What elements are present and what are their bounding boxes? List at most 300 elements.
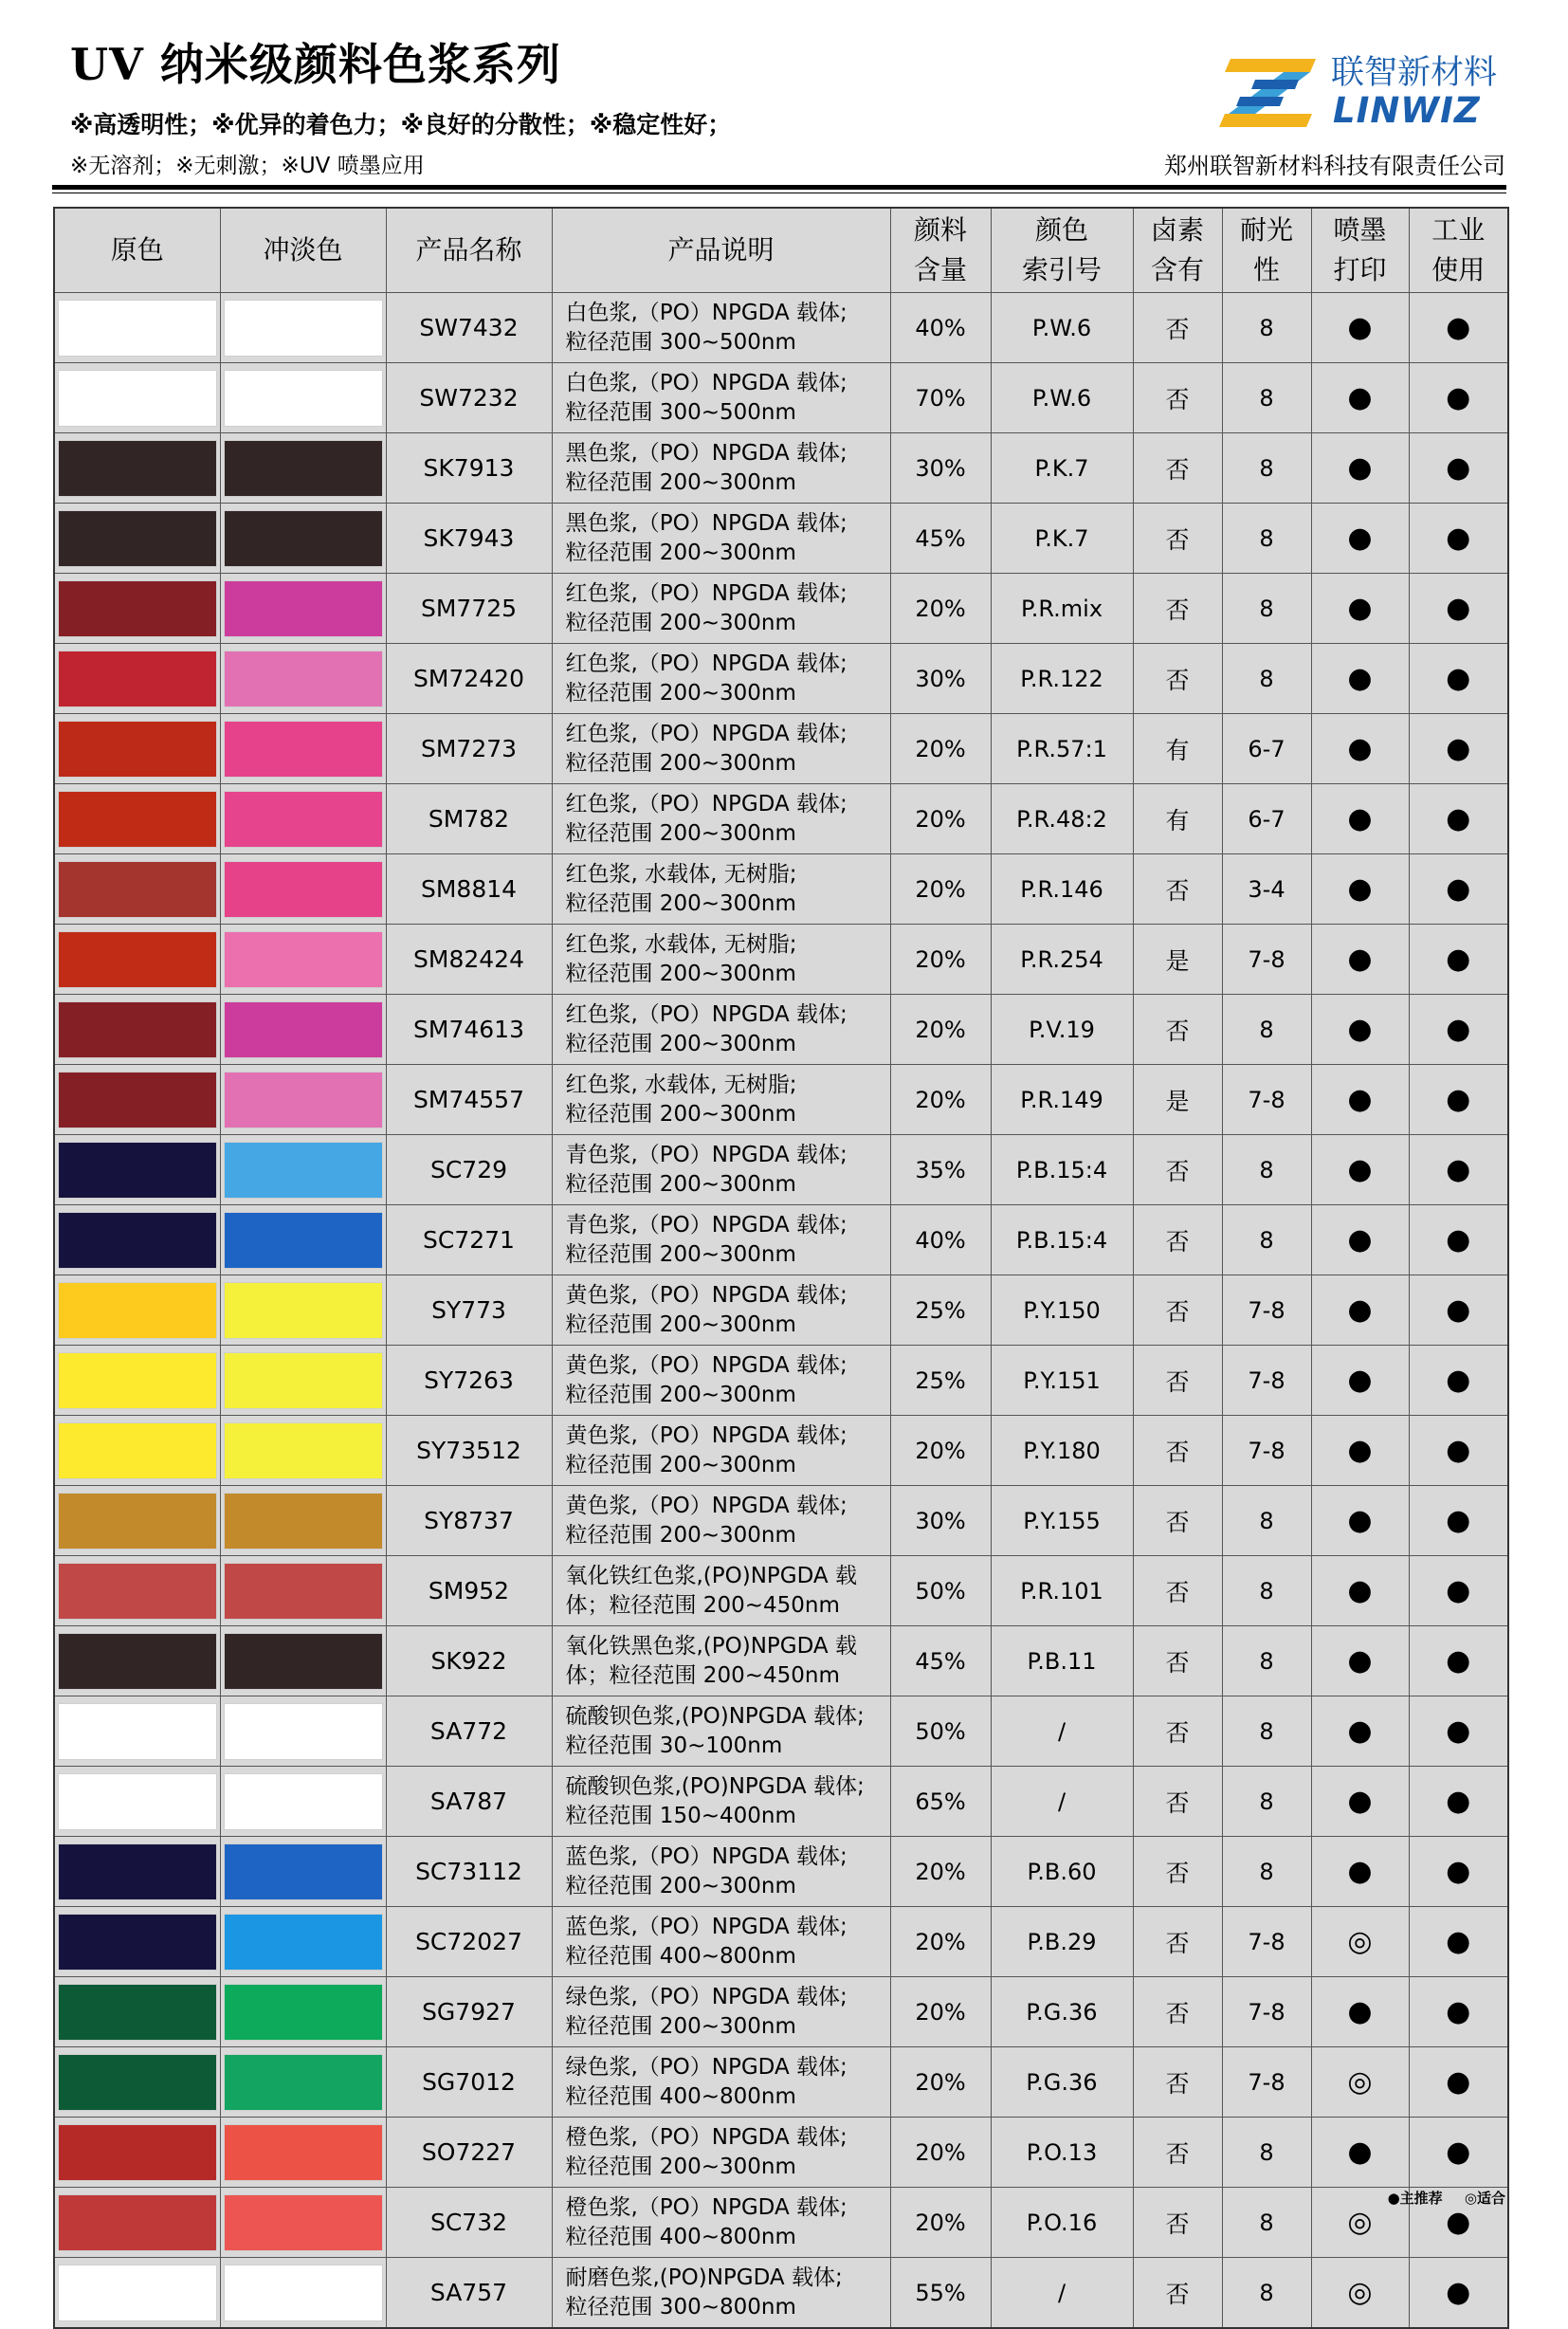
tint-swatch (224, 1703, 383, 1760)
pigment-content: 20% (890, 2047, 991, 2118)
tint-swatch-cell (220, 1907, 386, 1977)
mass-tone-swatch (58, 2054, 217, 2111)
tint-swatch-cell (220, 2047, 386, 2118)
tint-swatch-cell (220, 995, 386, 1065)
description-line: 体；粒径范围 200~450nm (565, 1662, 840, 1688)
description-line: 粒径范围 200~300nm (565, 750, 796, 776)
description-line: 红色浆,（PO）NPGDA 载体; (565, 651, 848, 676)
pigment-content: 20% (890, 2188, 991, 2258)
table-row (54, 2118, 1508, 2188)
product-name: SY7263 (386, 1346, 552, 1416)
features-line-1: ※高透明性；※优异的着色力；※良好的分散性；※稳定性好； (70, 111, 732, 138)
description-line: 粒径范围 200~300nm (565, 1873, 796, 1898)
pigment-content: 50% (890, 1696, 991, 1767)
industrial-suitability: ● (1409, 1907, 1508, 1977)
header-color-index-text: 索引号 (1021, 254, 1102, 285)
product-name: SY73512 (386, 1416, 552, 1486)
tint-swatch-cell (220, 293, 386, 363)
description-line: 橙色浆,（PO）NPGDA 载体; (565, 2124, 848, 2150)
lightfastness: 6-7 (1222, 784, 1311, 854)
product-description (552, 1135, 890, 1205)
lightfastness: 7-8 (1222, 1977, 1311, 2047)
description-line: 粒径范围 200~300nm (565, 2154, 796, 2179)
tint-swatch (224, 1493, 383, 1550)
tint-swatch-cell (220, 1275, 386, 1346)
inkjet-suitability: ● (1311, 1767, 1409, 1837)
halogen-flag: 是 (1133, 1065, 1222, 1135)
tint-swatch (224, 2124, 383, 2181)
product-description (552, 504, 890, 574)
mass-tone-swatch-cell (54, 1135, 220, 1205)
description-line: 硫酸钡色浆,(PO)NPGDA 载体; (565, 1703, 865, 1729)
product-description (552, 293, 890, 363)
tint-swatch-cell (220, 1065, 386, 1135)
description-line: 硫酸钡色浆,(PO)NPGDA 载体; (565, 1773, 865, 1799)
table-row (54, 714, 1508, 784)
halogen-flag: 否 (1133, 1767, 1222, 1837)
color-index: P.Y.155 (991, 1486, 1133, 1556)
mass-tone-swatch (58, 440, 217, 497)
table-row (54, 1486, 1508, 1556)
tint-swatch (224, 1773, 383, 1830)
pigment-content: 45% (890, 1626, 991, 1696)
mass-tone-swatch-cell (54, 504, 220, 574)
mass-tone-swatch-cell (54, 2188, 220, 2258)
color-index: P.Y.180 (991, 1416, 1133, 1486)
tint-swatch-cell (220, 1767, 386, 1837)
tint-swatch (224, 931, 383, 988)
mass-tone-swatch-cell (54, 1486, 220, 1556)
halogen-flag: 否 (1133, 2047, 1222, 2118)
tint-swatch-cell (220, 1346, 386, 1416)
description-line: 青色浆,（PO）NPGDA 载体; (565, 1142, 848, 1167)
industrial-suitability: ● (1409, 1135, 1508, 1205)
company-name: 郑州联智新材料科技有限责任公司 (1164, 153, 1505, 179)
inkjet-suitability: ● (1311, 1275, 1409, 1346)
inkjet-suitability: ● (1311, 995, 1409, 1065)
color-index: P.R.48:2 (991, 784, 1133, 854)
pigment-content: 20% (890, 1977, 991, 2047)
pigment-content: 50% (890, 1556, 991, 1626)
color-index: P.R.149 (991, 1065, 1133, 1135)
color-index: P.R.122 (991, 644, 1133, 714)
industrial-suitability: ● (1409, 2258, 1508, 2329)
mass-tone-swatch-cell (54, 574, 220, 644)
header-inkjet-text: 喷墨 (1333, 214, 1387, 246)
mass-tone-swatch-cell (54, 644, 220, 714)
header-inkjet (1311, 208, 1409, 293)
tint-swatch-cell (220, 433, 386, 504)
pigment-content: 40% (890, 293, 991, 363)
description-line: 粒径范围 200~300nm (565, 1452, 796, 1477)
table-row (54, 2047, 1508, 2118)
logo-chinese-text: 联智新材料 (1331, 54, 1498, 92)
halogen-flag: 否 (1133, 1346, 1222, 1416)
tint-swatch-cell (220, 363, 386, 433)
color-index: P.O.13 (991, 2118, 1133, 2188)
inkjet-suitability: ◎ (1311, 2188, 1409, 2258)
description-line: 黄色浆,（PO）NPGDA 载体; (565, 1352, 848, 1378)
lightfastness: 8 (1222, 293, 1311, 363)
header-inkjet-text: 打印 (1333, 254, 1387, 285)
lightfastness: 8 (1222, 1205, 1311, 1275)
legend-main-recommend: ●主推荐 (1387, 2190, 1443, 2207)
industrial-suitability: ● (1409, 784, 1508, 854)
lightfastness: 6-7 (1222, 714, 1311, 784)
inkjet-suitability: ● (1311, 504, 1409, 574)
inkjet-suitability: ● (1311, 925, 1409, 995)
tint-swatch-cell (220, 925, 386, 995)
table-row (54, 363, 1508, 433)
table-row (54, 1556, 1508, 1626)
header-mass-tone (54, 208, 220, 293)
mass-tone-swatch (58, 510, 217, 567)
pigment-content: 20% (890, 1416, 991, 1486)
table-row (54, 995, 1508, 1065)
description-line: 粒径范围 400~800nm (565, 2224, 796, 2249)
color-index: / (991, 1696, 1133, 1767)
color-index: P.R.146 (991, 854, 1133, 925)
tint-swatch-cell (220, 2188, 386, 2258)
inkjet-suitability: ● (1311, 574, 1409, 644)
table-row (54, 293, 1508, 363)
halogen-flag: 否 (1133, 1696, 1222, 1767)
header-pigment-content (890, 208, 991, 293)
product-description (552, 925, 890, 995)
product-name: SC72027 (386, 1907, 552, 1977)
table-row (54, 925, 1508, 995)
description-line: 粒径范围 200~300nm (565, 2013, 796, 2039)
mass-tone-swatch-cell (54, 854, 220, 925)
header-halogen-text: 卤素 (1150, 214, 1204, 246)
description-line: 粒径范围 200~300nm (565, 1031, 796, 1056)
tint-swatch-cell (220, 2118, 386, 2188)
mass-tone-swatch (58, 2194, 217, 2251)
product-name: SM82424 (386, 925, 552, 995)
product-name: SM7273 (386, 714, 552, 784)
description-line: 蓝色浆,（PO）NPGDA 载体; (565, 1843, 848, 1869)
tint-swatch (224, 2054, 383, 2111)
color-index: P.B.29 (991, 1907, 1133, 1977)
inkjet-suitability: ● (1311, 1977, 1409, 2047)
lightfastness: 8 (1222, 995, 1311, 1065)
mass-tone-swatch (58, 300, 217, 357)
table-row (54, 574, 1508, 644)
mass-tone-swatch (58, 791, 217, 848)
color-index: P.B.15:4 (991, 1135, 1133, 1205)
description-line: 白色浆,（PO）NPGDA 载体; (565, 300, 848, 325)
product-name: SG7012 (386, 2047, 552, 2118)
description-line: 粒径范围 400~800nm (565, 1943, 796, 1969)
table-row (54, 1626, 1508, 1696)
halogen-flag: 否 (1133, 1837, 1222, 1907)
color-index: P.G.36 (991, 2047, 1133, 2118)
product-name: SM952 (386, 1556, 552, 1626)
product-name: SM7725 (386, 574, 552, 644)
description-line: 红色浆,（PO）NPGDA 载体; (565, 721, 848, 746)
description-line: 粒径范围 200~300nm (565, 1241, 796, 1267)
tint-swatch-cell (220, 854, 386, 925)
mass-tone-swatch (58, 931, 217, 988)
header-description-text: 产品说明 (667, 234, 775, 266)
description-line: 粒径范围 150~400nm (565, 1803, 796, 1828)
inkjet-suitability: ● (1311, 1556, 1409, 1626)
linwiz-logo-icon (1217, 53, 1323, 131)
lightfastness: 7-8 (1222, 1346, 1311, 1416)
description-line: 粒径范围 200~300nm (565, 1101, 796, 1127)
industrial-suitability: ● (1409, 1065, 1508, 1135)
halogen-flag: 否 (1133, 433, 1222, 504)
product-description (552, 1205, 890, 1275)
tint-swatch-cell (220, 644, 386, 714)
description-line: 耐磨色浆,(PO)NPGDA 载体; (565, 2265, 843, 2290)
industrial-suitability: ● (1409, 1556, 1508, 1626)
tint-swatch (224, 1142, 383, 1199)
inkjet-suitability: ● (1311, 854, 1409, 925)
mass-tone-swatch (58, 1843, 217, 1900)
product-description (552, 2188, 890, 2258)
tint-swatch-cell (220, 1135, 386, 1205)
product-name: SA787 (386, 1767, 552, 1837)
inkjet-suitability: ● (1311, 644, 1409, 714)
pigment-content: 20% (890, 2118, 991, 2188)
legend (1371, 2188, 1505, 2208)
description-line: 黄色浆,（PO）NPGDA 载体; (565, 1493, 848, 1518)
tint-swatch (224, 1633, 383, 1690)
inkjet-suitability: ● (1311, 1837, 1409, 1907)
halogen-flag: 否 (1133, 1275, 1222, 1346)
color-index: P.Y.151 (991, 1346, 1133, 1416)
tint-swatch-cell (220, 714, 386, 784)
lightfastness: 7-8 (1222, 925, 1311, 995)
table-body (54, 293, 1508, 2329)
product-description (552, 854, 890, 925)
lightfastness: 8 (1222, 1696, 1311, 1767)
lightfastness: 8 (1222, 574, 1311, 644)
lightfastness: 8 (1222, 2258, 1311, 2329)
tint-swatch (224, 300, 383, 357)
color-index: P.R.254 (991, 925, 1133, 995)
color-index: P.R.57:1 (991, 714, 1133, 784)
header-halogen (1133, 208, 1222, 293)
industrial-suitability: ● (1409, 504, 1508, 574)
mass-tone-swatch (58, 370, 217, 427)
inkjet-suitability: ◎ (1311, 1907, 1409, 1977)
pigment-content: 20% (890, 925, 991, 995)
color-index: P.Y.150 (991, 1275, 1133, 1346)
mass-tone-swatch (58, 580, 217, 637)
header-product-name (386, 208, 552, 293)
description-line: 粒径范围 300~800nm (565, 2294, 796, 2320)
mass-tone-swatch-cell (54, 1416, 220, 1486)
pigment-content: 30% (890, 644, 991, 714)
table-row (54, 1977, 1508, 2047)
pigment-content: 25% (890, 1346, 991, 1416)
description-line: 氧化铁红色浆,(PO)NPGDA 载 (565, 1563, 857, 1588)
product-description (552, 574, 890, 644)
description-line: 粒径范围 400~800nm (565, 2083, 796, 2109)
industrial-suitability: ● (1409, 433, 1508, 504)
pigment-content: 30% (890, 1486, 991, 1556)
lightfastness: 8 (1222, 644, 1311, 714)
color-index: / (991, 1767, 1133, 1837)
mass-tone-swatch-cell (54, 714, 220, 784)
halogen-flag: 否 (1133, 1486, 1222, 1556)
tint-swatch-cell (220, 1556, 386, 1626)
mass-tone-swatch (58, 2124, 217, 2181)
halogen-flag: 否 (1133, 363, 1222, 433)
color-index: P.G.36 (991, 1977, 1133, 2047)
inkjet-suitability: ● (1311, 2118, 1409, 2188)
product-description (552, 1486, 890, 1556)
description-line: 橙色浆,（PO）NPGDA 载体; (565, 2194, 848, 2220)
tint-swatch-cell (220, 1416, 386, 1486)
inkjet-suitability: ● (1311, 1135, 1409, 1205)
lightfastness: 8 (1222, 1135, 1311, 1205)
description-line: 黑色浆,（PO）NPGDA 载体; (565, 440, 848, 466)
logo-english-text: LINWIZ (1333, 90, 1481, 131)
mass-tone-swatch-cell (54, 433, 220, 504)
description-line: 粒径范围 200~300nm (565, 540, 796, 565)
description-line: 粒径范围 200~300nm (565, 1522, 796, 1548)
halogen-flag: 是 (1133, 925, 1222, 995)
description-line: 粒径范围 200~300nm (565, 820, 796, 846)
table-row (54, 1416, 1508, 1486)
inkjet-suitability: ● (1311, 1346, 1409, 1416)
pigment-content: 20% (890, 995, 991, 1065)
tint-swatch-cell (220, 1486, 386, 1556)
tint-swatch (224, 721, 383, 778)
lightfastness: 8 (1222, 363, 1311, 433)
description-line: 黄色浆,（PO）NPGDA 载体; (565, 1422, 848, 1448)
inkjet-suitability: ● (1311, 1065, 1409, 1135)
pigment-content: 20% (890, 784, 991, 854)
lightfastness: 8 (1222, 2188, 1311, 2258)
inkjet-suitability: ● (1311, 363, 1409, 433)
tint-swatch (224, 1001, 383, 1058)
product-description (552, 1626, 890, 1696)
industrial-suitability: ● (1409, 644, 1508, 714)
product-name: SW7232 (386, 363, 552, 433)
halogen-flag: 否 (1133, 995, 1222, 1065)
pigment-content: 65% (890, 1767, 991, 1837)
color-index: P.R.101 (991, 1556, 1133, 1626)
product-name: SM8814 (386, 854, 552, 925)
product-description (552, 995, 890, 1065)
table-row (54, 1135, 1508, 1205)
product-description (552, 1837, 890, 1907)
description-line: 粒径范围 200~300nm (565, 1171, 796, 1197)
halogen-flag: 否 (1133, 1626, 1222, 1696)
header-lightfastness-text: 性 (1252, 254, 1280, 285)
pigment-content: 25% (890, 1275, 991, 1346)
tint-swatch (224, 1352, 383, 1409)
mass-tone-swatch-cell (54, 1626, 220, 1696)
inkjet-suitability: ◎ (1311, 2258, 1409, 2329)
mass-tone-swatch-cell (54, 1767, 220, 1837)
tint-swatch-cell (220, 1205, 386, 1275)
tint-swatch (224, 1563, 383, 1620)
header-rule (52, 185, 1506, 190)
description-line: 粒径范围 200~300nm (565, 961, 796, 986)
inkjet-suitability: ● (1311, 293, 1409, 363)
mass-tone-swatch (58, 1352, 217, 1409)
color-index: / (991, 2258, 1133, 2329)
description-line: 黄色浆,（PO）NPGDA 载体; (565, 1282, 848, 1308)
halogen-flag: 否 (1133, 504, 1222, 574)
mass-tone-swatch (58, 1563, 217, 1620)
tint-swatch-cell (220, 1626, 386, 1696)
halogen-flag: 否 (1133, 644, 1222, 714)
tint-swatch (224, 651, 383, 707)
lightfastness: 3-4 (1222, 854, 1311, 925)
color-index: P.R.mix (991, 574, 1133, 644)
description-line: 红色浆,（PO）NPGDA 载体; (565, 580, 848, 606)
industrial-suitability: ● (1409, 2188, 1508, 2258)
header-color-index (991, 208, 1133, 293)
inkjet-suitability: ◎ (1311, 2047, 1409, 2118)
product-description (552, 1346, 890, 1416)
tint-swatch (224, 1843, 383, 1900)
tint-swatch (224, 1072, 383, 1128)
industrial-suitability: ● (1409, 2047, 1508, 2118)
mass-tone-swatch (58, 1633, 217, 1690)
halogen-flag: 否 (1133, 293, 1222, 363)
table-row (54, 1205, 1508, 1275)
description-line: 粒径范围 300~500nm (565, 329, 796, 355)
lightfastness: 8 (1222, 1767, 1311, 1837)
pigment-content: 30% (890, 433, 991, 504)
product-name: SM74557 (386, 1065, 552, 1135)
inkjet-suitability: ● (1311, 1205, 1409, 1275)
table-row (54, 1346, 1508, 1416)
inkjet-suitability: ● (1311, 1486, 1409, 1556)
mass-tone-swatch (58, 2265, 217, 2321)
tint-swatch (224, 1212, 383, 1269)
industrial-suitability: ● (1409, 1977, 1508, 2047)
table-row (54, 1065, 1508, 1135)
header-halogen-text: 含有 (1150, 254, 1204, 285)
tint-swatch-cell (220, 784, 386, 854)
description-line: 红色浆, 水载体, 无树脂; (565, 861, 797, 887)
description-line: 红色浆,（PO）NPGDA 载体; (565, 1001, 848, 1027)
header-tint-text: 冲淡色 (263, 234, 343, 266)
product-name: SO7227 (386, 2118, 552, 2188)
industrial-suitability: ● (1409, 714, 1508, 784)
industrial-suitability: ● (1409, 1486, 1508, 1556)
mass-tone-swatch-cell (54, 1556, 220, 1626)
table-row (54, 1767, 1508, 1837)
product-name: SC7271 (386, 1205, 552, 1275)
product-name: SY8737 (386, 1486, 552, 1556)
tint-swatch (224, 580, 383, 637)
industrial-suitability: ● (1409, 293, 1508, 363)
features-line-2: ※无溶剂；※无刺激；※UV 喷墨应用 (70, 154, 425, 178)
color-index: P.B.11 (991, 1626, 1133, 1696)
product-name: SM72420 (386, 644, 552, 714)
table-row (54, 2258, 1508, 2329)
color-index: P.W.6 (991, 293, 1133, 363)
mass-tone-swatch-cell (54, 1346, 220, 1416)
halogen-flag: 否 (1133, 1205, 1222, 1275)
tint-swatch-cell (220, 2258, 386, 2329)
mass-tone-swatch (58, 1422, 217, 1479)
description-line: 粒径范围 200~300nm (565, 890, 796, 916)
product-description (552, 1977, 890, 2047)
description-line: 红色浆, 水载体, 无树脂; (565, 1072, 797, 1097)
description-line: 粒径范围 200~300nm (565, 469, 796, 495)
description-line: 蓝色浆,（PO）NPGDA 载体; (565, 1914, 848, 1939)
